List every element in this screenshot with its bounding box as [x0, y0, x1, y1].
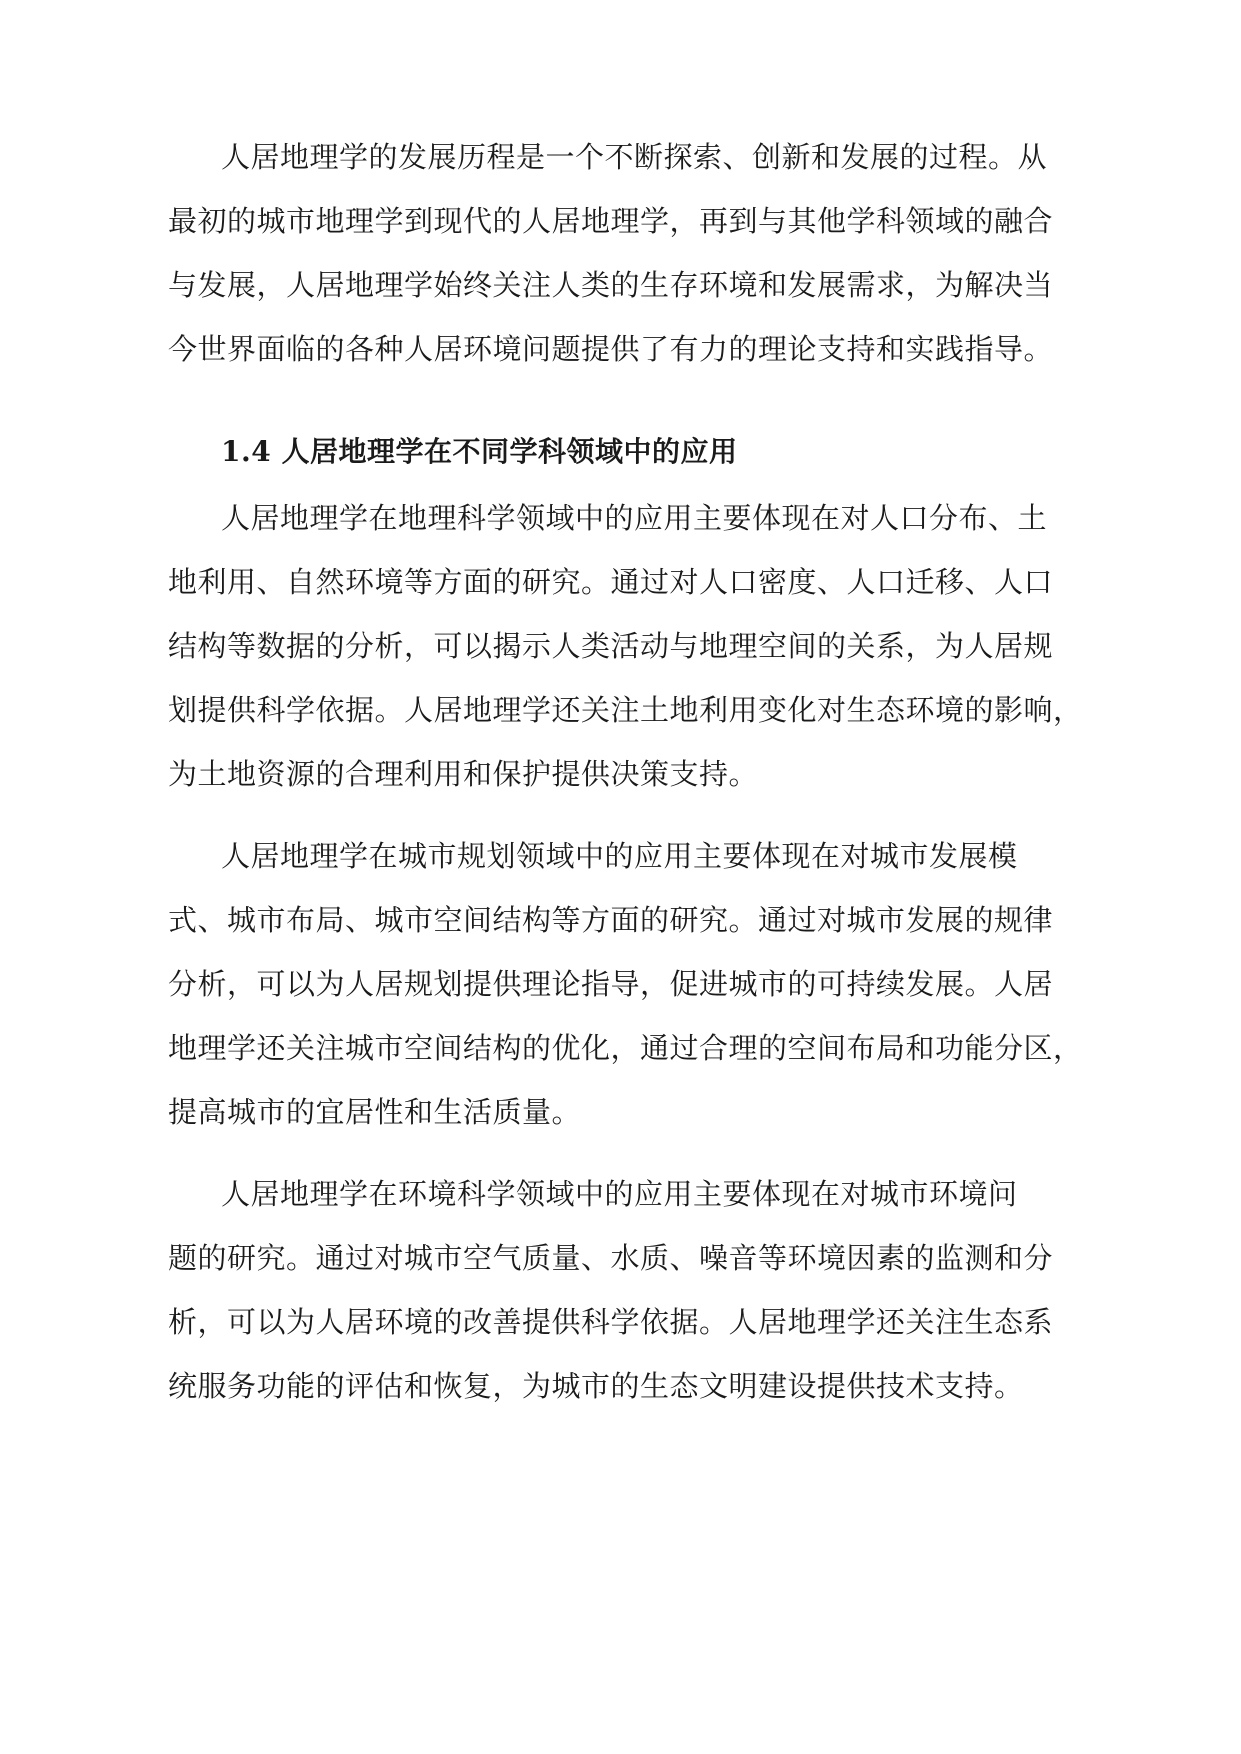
paragraph-line: 结构等数据的分析，可以揭示人类活动与地理空间的关系，为人居规 — [168, 629, 1054, 663]
paragraph-line: 地理学还关注城市空间结构的优化，通过合理的空间布局和功能分区， — [168, 1031, 1083, 1065]
paragraph-line: 析，可以为人居环境的改善提供科学依据。人居地理学还关注生态系 — [168, 1305, 1054, 1339]
paragraph-line: 为土地资源的合理利用和保护提供决策支持。 — [168, 757, 759, 791]
paragraph-line: 今世界面临的各种人居环境问题提供了有力的理论支持和实践指导。 — [168, 332, 1054, 366]
paragraph-line: 人居地理学在环境科学领域中的应用主要体现在对城市环境问 — [221, 1177, 1018, 1211]
paragraph-line: 式、城市布局、城市空间结构等方面的研究。通过对城市发展的规律 — [168, 903, 1054, 937]
section-heading: 1.4 人居地理学在不同学科领域中的应用 — [221, 435, 738, 468]
paragraph-line: 题的研究。通过对城市空气质量、水质、噪音等环境因素的监测和分 — [168, 1241, 1054, 1275]
paragraph-line: 统服务功能的评估和恢复，为城市的生态文明建设提供技术支持。 — [168, 1369, 1024, 1403]
paragraph-line: 人居地理学在城市规划领域中的应用主要体现在对城市发展模 — [221, 839, 1018, 873]
paragraph-line: 人居地理学的发展历程是一个不断探索、创新和发展的过程。从 — [221, 140, 1048, 174]
paragraph-line: 人居地理学在地理科学领域中的应用主要体现在对人口分布、土 — [221, 501, 1048, 535]
paragraph-line: 分析，可以为人居规划提供理论指导，促进城市的可持续发展。人居 — [168, 967, 1054, 1001]
paragraph-line: 最初的城市地理学到现代的人居地理学，再到与其他学科领域的融合 — [168, 204, 1054, 238]
paragraph-line: 提高城市的宜居性和生活质量。 — [168, 1095, 582, 1129]
paragraph-line: 划提供科学依据。人居地理学还关注土地利用变化对生态环境的影响， — [168, 693, 1083, 727]
paragraph-line: 与发展，人居地理学始终关注人类的生存环境和发展需求，为解决当 — [168, 268, 1054, 302]
paragraph-line: 地利用、自然环境等方面的研究。通过对人口密度、人口迁移、人口 — [168, 565, 1054, 599]
